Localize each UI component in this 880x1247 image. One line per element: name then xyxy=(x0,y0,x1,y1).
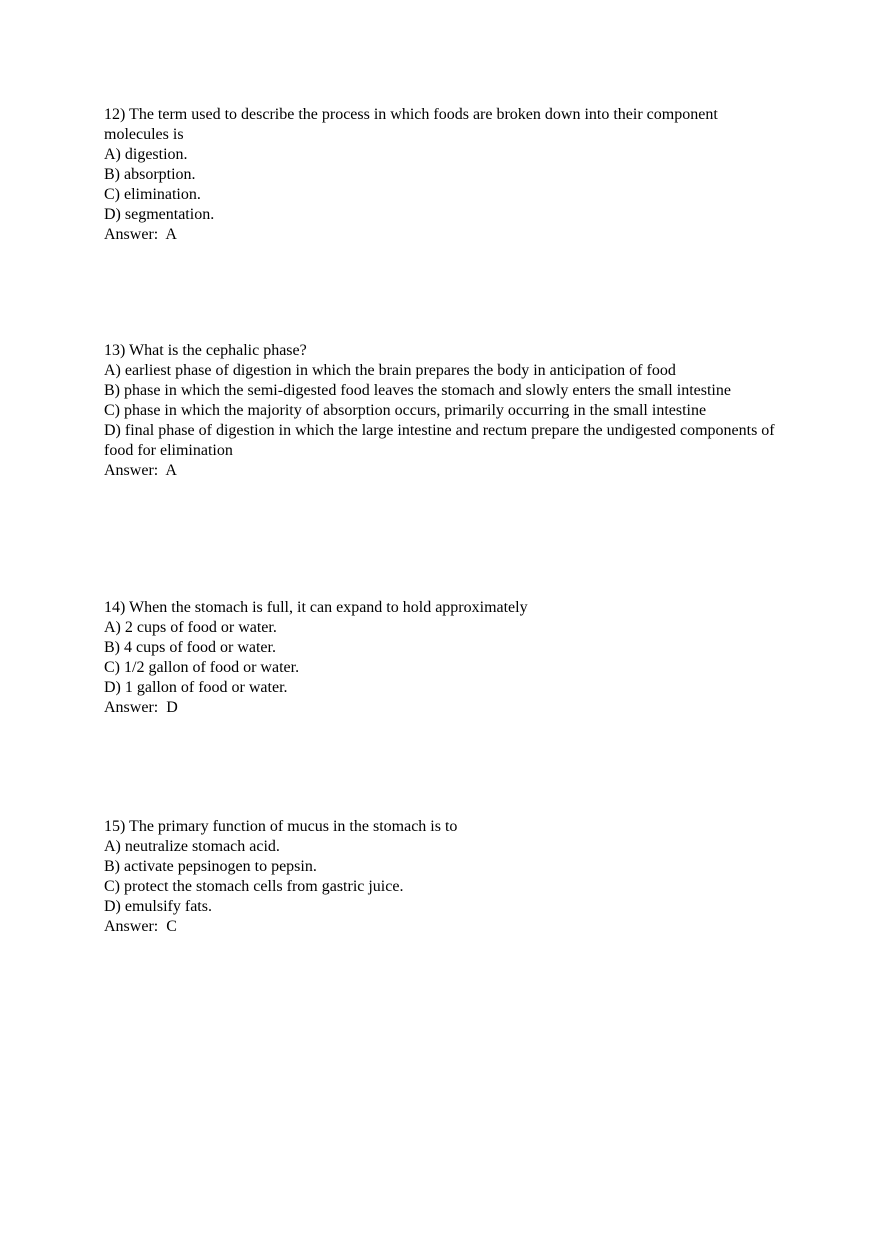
question-stem: 13) What is the cephalic phase? xyxy=(104,342,307,359)
question-12 xyxy=(104,105,784,245)
option-c: C) elimination. xyxy=(104,186,201,203)
option-c: C) protect the stomach cells from gastric juice. xyxy=(104,878,404,895)
option-a: A) digestion. xyxy=(104,146,188,163)
question-14 xyxy=(104,598,784,718)
option-d: D) final phase of digestion in which the large intestine and rectum prepare the undigested components of food for elimination xyxy=(104,422,779,459)
question-15 xyxy=(104,817,784,937)
answer: Answer: D xyxy=(104,699,178,716)
option-a: A) neutralize stomach acid. xyxy=(104,838,280,855)
answer: Answer: C xyxy=(104,918,177,935)
option-b: B) 4 cups of food or water. xyxy=(104,639,276,656)
option-d: D) segmentation. xyxy=(104,206,215,223)
option-a: A) earliest phase of digestion in which the brain prepares the body in anticipation of food xyxy=(104,362,676,379)
question-stem: 14) When the stomach is full, it can expand to hold approximately xyxy=(104,599,528,616)
answer: Answer: A xyxy=(104,462,177,479)
option-c: C) phase in which the majority of absorption occurs, primarily occurring in the small intestine xyxy=(104,402,707,419)
option-a: A) 2 cups of food or water. xyxy=(104,619,277,636)
answer: Answer: A xyxy=(104,226,177,243)
question-13 xyxy=(104,341,784,481)
option-d: D) emulsify fats. xyxy=(104,898,212,915)
question-stem: 15) The primary function of mucus in the stomach is to xyxy=(104,818,458,835)
option-d: D) 1 gallon of food or water. xyxy=(104,679,288,696)
option-c: C) 1/2 gallon of food or water. xyxy=(104,659,300,676)
option-b: B) phase in which the semi-digested food leaves the stomach and slowly enters the small intestine xyxy=(104,382,731,399)
option-b: B) absorption. xyxy=(104,166,196,183)
question-stem: 12) The term used to describe the process in which foods are broken down into their component molecules is xyxy=(104,106,722,143)
option-b: B) activate pepsinogen to pepsin. xyxy=(104,858,317,875)
